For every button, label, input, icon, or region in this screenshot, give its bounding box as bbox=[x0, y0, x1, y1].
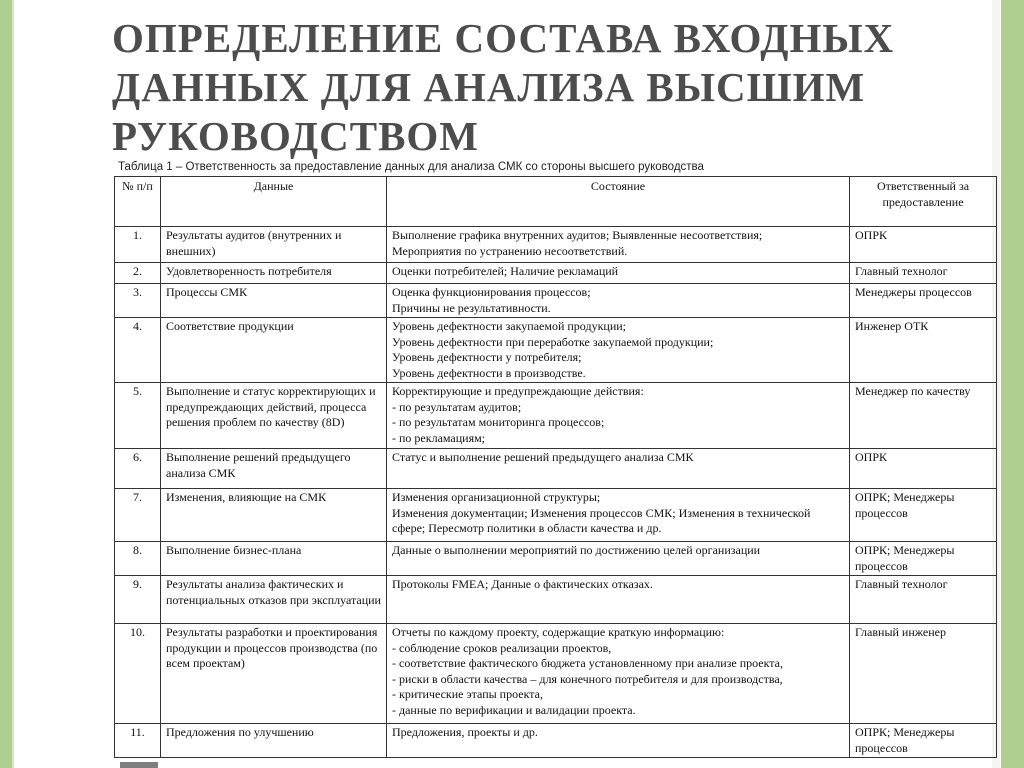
table-row bbox=[115, 576, 997, 624]
table-header-row bbox=[115, 177, 997, 227]
cell-responsible: Главный технолог bbox=[850, 576, 997, 624]
cell-data: Выполнение бизнес-плана bbox=[161, 542, 387, 576]
cell-state bbox=[387, 318, 850, 383]
table-row bbox=[115, 489, 997, 542]
state-line: - риски в области качества – для конечного потребителя и для производства, bbox=[392, 671, 783, 686]
state-line: Отчеты по каждому проекту, содержащие краткую информацию: bbox=[392, 625, 725, 639]
state-line: Оценки потребителей; Наличие рекламаций bbox=[392, 264, 619, 278]
state-line: Изменения организационной структуры; bbox=[392, 490, 601, 504]
cell-state bbox=[387, 263, 850, 284]
cell-responsible: ОПРК; Менеджеры процессов bbox=[850, 489, 997, 542]
cell-data: Процессы СМК bbox=[161, 284, 387, 318]
table-row bbox=[115, 449, 997, 489]
cell-num: 11. bbox=[115, 724, 161, 758]
cell-data: Результаты анализа фактических и потенциальных отказов при эксплуатации bbox=[161, 576, 387, 624]
slide-title: ОПРЕДЕЛЕНИЕ СОСТАВА ВХОДНЫХ ДАННЫХ ДЛЯ АНАЛИЗА ВЫСШИМ РУКОВОДСТВОМ bbox=[112, 15, 895, 159]
state-line: - критические этапы проекта, bbox=[392, 687, 543, 701]
cell-responsible: Главный инженер bbox=[850, 624, 997, 724]
cell-data: Соответствие продукции bbox=[161, 318, 387, 383]
state-line: сфере; Пересмотр политики в области качества и др. bbox=[392, 521, 662, 535]
state-line: - по результатам мониторинга процессов; bbox=[392, 415, 605, 429]
cell-responsible: ОПРК bbox=[850, 449, 997, 489]
header-data: Данные bbox=[161, 177, 387, 227]
cell-data: Выполнение решений предыдущего анализа СМК bbox=[161, 449, 387, 489]
cell-responsible: ОПРК; Менеджеры процессов bbox=[850, 724, 997, 758]
cell-data: Выполнение и статус корректирующих и предупреждающих действий, процесса решения проблем по качеству (8D) bbox=[161, 383, 387, 449]
header-num: № п/п bbox=[115, 177, 161, 227]
cell-state bbox=[387, 724, 850, 758]
cell-responsible: ОПРК bbox=[850, 227, 997, 263]
state-line: Данные о выполнении мероприятий по достижению целей организации bbox=[392, 543, 761, 557]
cell-num: 9. bbox=[115, 576, 161, 624]
table-body bbox=[115, 227, 997, 758]
cell-state bbox=[387, 576, 850, 624]
cell-state bbox=[387, 449, 850, 489]
left-accent-bar bbox=[0, 0, 12, 768]
state-line: - данные по верификации и валидации проекта. bbox=[392, 702, 636, 717]
cell-responsible: Менеджеры процессов bbox=[850, 284, 997, 318]
table-row bbox=[115, 724, 997, 758]
cell-data: Удовлетворенность потребителя bbox=[161, 263, 387, 284]
cell-num: 10. bbox=[115, 624, 161, 724]
cell-num: 7. bbox=[115, 489, 161, 542]
table-row bbox=[115, 318, 997, 383]
state-line: Мероприятия по устранению несоответствий. bbox=[392, 243, 628, 258]
cell-num: 3. bbox=[115, 284, 161, 318]
state-line: Уровень дефектности в производстве. bbox=[392, 365, 586, 380]
cell-data: Результаты разработки и проектирования продукции и процессов производства (по всем проектам) bbox=[161, 624, 387, 724]
table-caption: Таблица 1 – Ответственность за предоставление данных для анализа СМК со стороны высшего руководства bbox=[118, 161, 704, 173]
right-accent-bar bbox=[1001, 0, 1024, 768]
table-row bbox=[115, 383, 997, 449]
cell-data: Результаты аудитов (внутренних и внешних) bbox=[161, 227, 387, 263]
cell-state bbox=[387, 383, 850, 449]
cell-responsible: ОПРК; Менеджеры процессов bbox=[850, 542, 997, 576]
cell-state bbox=[387, 227, 850, 263]
header-responsible: Ответственный за предоставление bbox=[850, 177, 997, 227]
cell-state bbox=[387, 624, 850, 724]
state-line: Изменения документации; Изменения процессов СМК; Изменения в технической bbox=[392, 505, 811, 520]
cell-num: 2. bbox=[115, 263, 161, 284]
cell-num: 1. bbox=[115, 227, 161, 263]
state-line: Выполнение графика внутренних аудитов; Выявленные несоответствия; bbox=[392, 228, 763, 242]
responsibility-table bbox=[114, 176, 997, 758]
state-line: Корректирующие и предупреждающие действия: bbox=[392, 384, 644, 398]
left-accent-stripe bbox=[12, 0, 14, 768]
state-line: Уровень дефектности у потребителя; bbox=[392, 350, 582, 364]
cell-state bbox=[387, 489, 850, 542]
cell-responsible: Инженер ОТК bbox=[850, 318, 997, 383]
table-row bbox=[115, 227, 997, 263]
state-line: - соблюдение сроков реализации проектов, bbox=[392, 640, 612, 655]
state-line: Причины не результативности. bbox=[392, 300, 551, 315]
state-line: Уровень дефектности при переработке закупаемой продукции; bbox=[392, 334, 714, 349]
state-line: - соответствие фактического бюджета установленному при анализе проекта, bbox=[392, 656, 783, 670]
header-state: Состояние bbox=[387, 177, 850, 227]
cell-state bbox=[387, 542, 850, 576]
cell-num: 4. bbox=[115, 318, 161, 383]
cell-num: 6. bbox=[115, 449, 161, 489]
state-line: Статус и выполнение решений предыдущего анализа СМК bbox=[392, 450, 694, 464]
state-line: Протоколы FMEA; Данные о фактических отказах. bbox=[392, 577, 653, 591]
state-line: - по результатам аудитов; bbox=[392, 399, 522, 414]
state-line: Уровень дефектности закупаемой продукции; bbox=[392, 319, 626, 333]
bottom-decoration bbox=[120, 762, 158, 768]
cell-state bbox=[387, 284, 850, 318]
table-row bbox=[115, 624, 997, 724]
table-row bbox=[115, 263, 997, 284]
state-line: - по рекламациям; bbox=[392, 430, 486, 445]
cell-data: Предложения по улучшению bbox=[161, 724, 387, 758]
cell-num: 8. bbox=[115, 542, 161, 576]
state-line: Предложения, проекты и др. bbox=[392, 725, 538, 739]
table-row bbox=[115, 284, 997, 318]
table-row bbox=[115, 542, 997, 576]
cell-responsible: Менеджер по качеству bbox=[850, 383, 997, 449]
state-line: Оценка функционирования процессов; bbox=[392, 285, 591, 299]
cell-data: Изменения, влияющие на СМК bbox=[161, 489, 387, 542]
cell-num: 5. bbox=[115, 383, 161, 449]
cell-responsible: Главный технолог bbox=[850, 263, 997, 284]
